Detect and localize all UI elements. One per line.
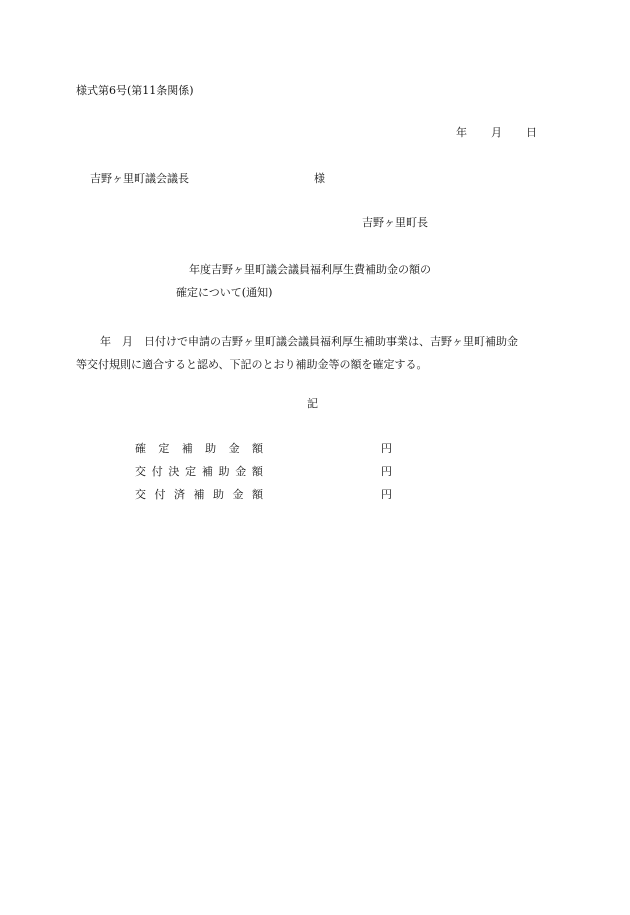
sender: 吉野ヶ里町長 [362,216,428,229]
paid-amount-label: 交 付 済 補 助 金 額 [135,488,263,501]
date-day-label: 日 [526,126,537,139]
notice-title-line-2: 確定について(通知) [176,286,273,299]
confirmed-amount-label: 確 定 補 助 金 額 [135,442,263,455]
notice-body-line-2: 等交付規則に適合すると認め、下記のとおり補助金等の額を確定する。 [76,358,428,371]
notice-title-line-1: 年度吉野ヶ里町議会議員福利厚生費補助金の額の [189,263,431,276]
date-year-label: 年 [456,126,467,139]
paid-amount-unit: 円 [381,488,392,501]
decided-amount-label: 交 付 決 定 補 助 金 額 [135,465,263,478]
date-month-label: 月 [491,126,502,139]
form-number: 様式第6号(第11条関係) [76,84,194,97]
honorific: 様 [314,172,325,185]
notice-body-line-1: 年 月 日付けで申請の吉野ヶ里町議会議員福利厚生補助事業は、吉野ヶ里町補助金 [100,335,518,348]
addressee: 吉野ヶ里町議会議長 [90,172,189,185]
notice-body [76,330,554,376]
decided-amount-unit: 円 [381,465,392,478]
date-line [456,126,537,140]
confirmed-amount-unit: 円 [381,442,392,455]
record-heading: 記 [307,397,318,410]
